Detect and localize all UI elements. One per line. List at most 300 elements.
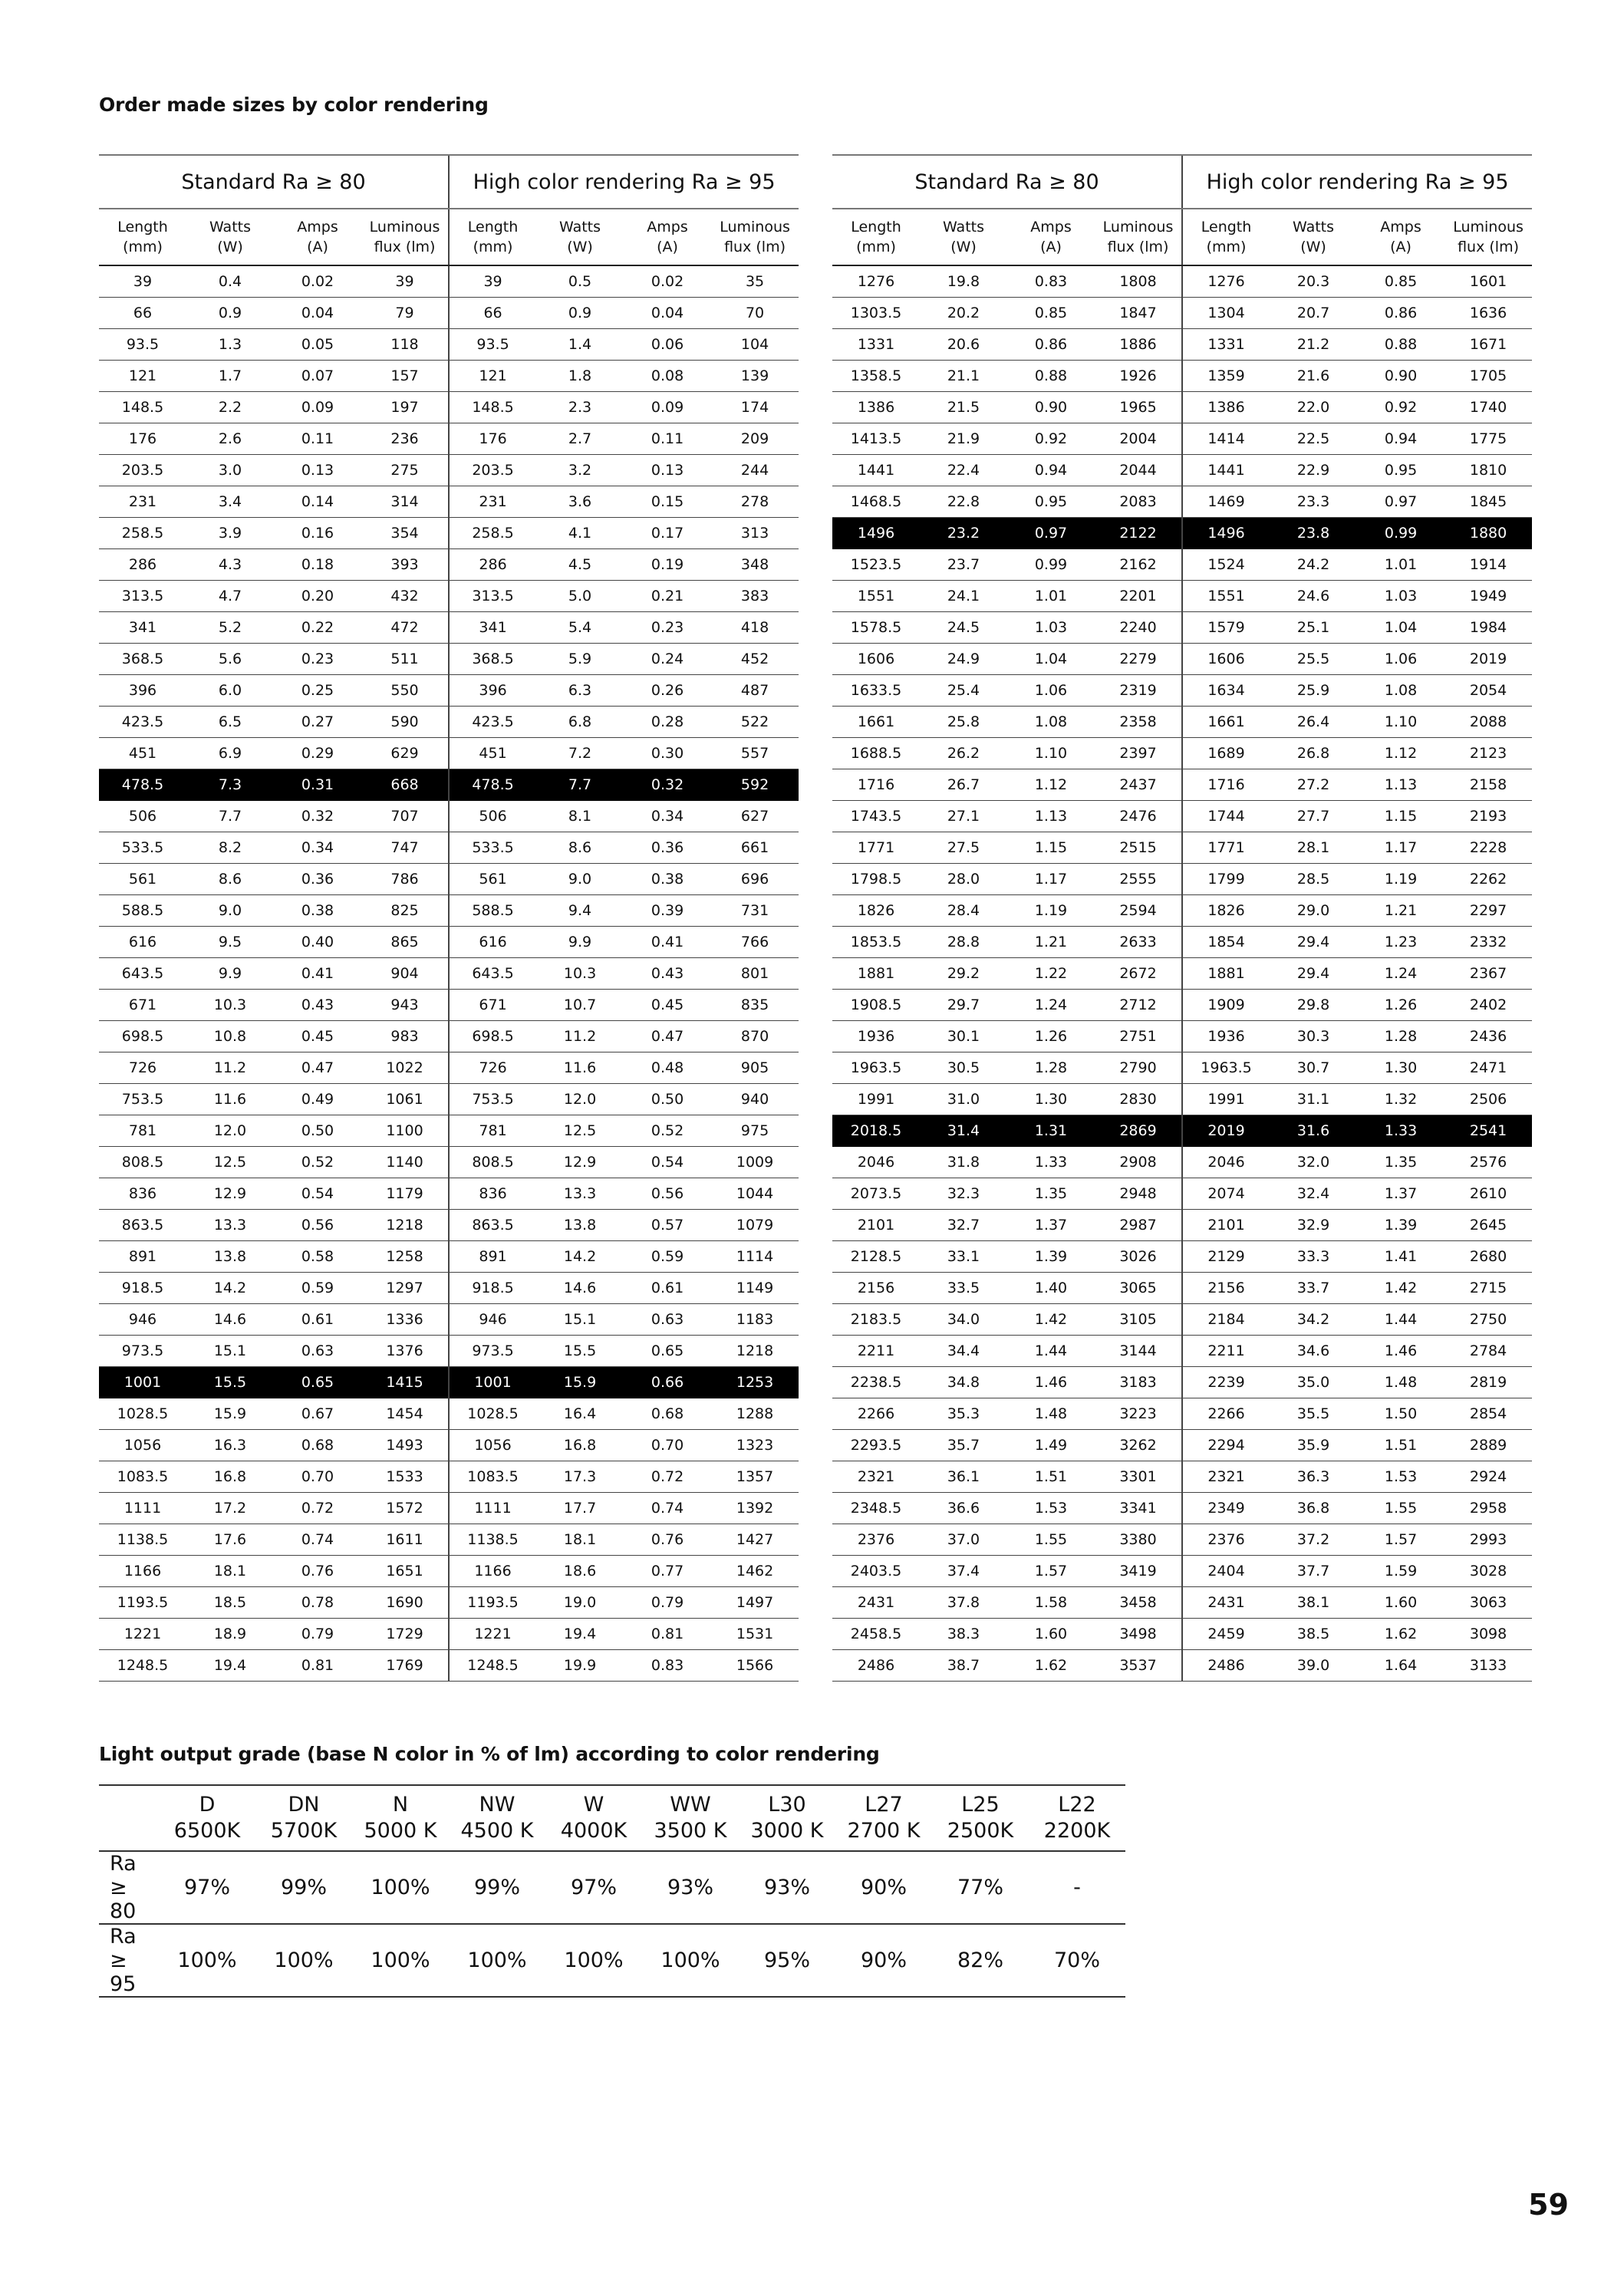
table-cell: 1.51 (1007, 1461, 1095, 1493)
table-row (832, 1241, 1532, 1273)
table-cell: 0.86 (1357, 298, 1444, 329)
table-cell: 1.48 (1007, 1398, 1095, 1430)
table-cell: 0.04 (274, 298, 361, 329)
column-header-unit: (mm) (123, 239, 163, 255)
grade-row (99, 1851, 1125, 1924)
color-code: NW (479, 1793, 516, 1817)
table-row (99, 1084, 799, 1115)
table-cell: 368.5 (99, 644, 186, 675)
table-cell: 0.02 (624, 265, 711, 298)
table-cell: 0.23 (624, 612, 711, 644)
table-cell: 23.7 (920, 549, 1007, 581)
table-cell: 1881 (1182, 958, 1270, 990)
table-cell: 32.3 (920, 1178, 1007, 1210)
table-cell: 16.8 (536, 1430, 624, 1461)
table-cell: 3183 (1095, 1367, 1182, 1398)
table-cell: 3063 (1444, 1587, 1532, 1619)
table-cell: 973.5 (99, 1336, 186, 1367)
column-header-name: Length (851, 219, 901, 236)
table-cell: 1248.5 (449, 1650, 536, 1682)
table-cell: 1166 (449, 1556, 536, 1587)
table-cell: 5.6 (186, 644, 274, 675)
table-cell: 31.0 (920, 1084, 1007, 1115)
column-header-unit: flux (lm) (724, 239, 786, 255)
table-cell: 16.3 (186, 1430, 274, 1461)
table-row (99, 1619, 799, 1650)
table-cell: 38.3 (920, 1619, 1007, 1650)
table-cell: 11.2 (186, 1052, 274, 1084)
table-cell: 313.5 (99, 581, 186, 612)
column-header-unit: flux (lm) (1107, 239, 1169, 255)
column-header (274, 209, 361, 265)
table-cell: 1533 (361, 1461, 449, 1493)
table-cell: 2046 (832, 1147, 920, 1178)
table-cell: 31.4 (920, 1115, 1007, 1147)
column-header-name: Length (117, 219, 168, 236)
table-cell: 2958 (1444, 1493, 1532, 1524)
grade-column-header (449, 1785, 545, 1851)
table-cell: 9.4 (536, 895, 624, 927)
column-header (449, 209, 536, 265)
table-row (99, 895, 799, 927)
table-cell: 66 (449, 298, 536, 329)
table-cell: 0.24 (624, 644, 711, 675)
table-cell: 121 (99, 361, 186, 392)
table-cell: 2790 (1095, 1052, 1182, 1084)
column-header-unit: (mm) (473, 239, 513, 255)
group-header-high-cri: High color rendering Ra ≥ 95 (1182, 155, 1532, 209)
table-cell: 1.15 (1007, 832, 1095, 864)
table-cell: 726 (449, 1052, 536, 1084)
table-cell: 12.9 (186, 1178, 274, 1210)
table-cell: 1022 (361, 1052, 449, 1084)
table-row (99, 581, 799, 612)
table-row (832, 486, 1532, 518)
table-cell: 0.79 (624, 1587, 711, 1619)
table-cell: 3301 (1095, 1461, 1182, 1493)
table-cell: 0.66 (624, 1367, 711, 1398)
table-cell: 26.8 (1270, 738, 1357, 769)
table-cell: 1497 (711, 1587, 799, 1619)
table-cell: 27.1 (920, 801, 1007, 832)
table-row (832, 1367, 1532, 1398)
table-cell: 1963.5 (832, 1052, 920, 1084)
table-cell: 2004 (1095, 423, 1182, 455)
table-cell: 1083.5 (449, 1461, 536, 1493)
table-cell: 29.2 (920, 958, 1007, 990)
table-cell: 18.5 (186, 1587, 274, 1619)
table-cell: 423.5 (99, 707, 186, 738)
color-temperature: 3500 K (654, 1819, 727, 1843)
table-cell: 0.36 (274, 864, 361, 895)
table-cell: 0.41 (624, 927, 711, 958)
table-cell: 24.1 (920, 581, 1007, 612)
table-cell: 10.7 (536, 990, 624, 1021)
table-cell: 12.9 (536, 1147, 624, 1178)
table-cell: 36.1 (920, 1461, 1007, 1493)
grade-corner-cell (99, 1785, 159, 1851)
table-cell: 0.88 (1007, 361, 1095, 392)
table-cell: 0.48 (624, 1052, 711, 1084)
table-cell: 8.1 (536, 801, 624, 832)
table-cell: 2101 (832, 1210, 920, 1241)
table-cell: 1601 (1444, 265, 1532, 298)
table-row (99, 644, 799, 675)
table-cell: 20.3 (1270, 265, 1357, 298)
table-row (832, 1524, 1532, 1556)
table-cell: 2293.5 (832, 1430, 920, 1461)
table-cell: 2751 (1095, 1021, 1182, 1052)
table-cell: 2239 (1182, 1367, 1270, 1398)
table-cell: 2610 (1444, 1178, 1532, 1210)
table-cell: 35 (711, 265, 799, 298)
column-header (624, 209, 711, 265)
table-cell: 0.30 (624, 738, 711, 769)
table-cell: 1.08 (1357, 675, 1444, 707)
table-cell: 0.65 (624, 1336, 711, 1367)
table-row (832, 455, 1532, 486)
table-cell: 3.6 (536, 486, 624, 518)
table-cell: 1140 (361, 1147, 449, 1178)
table-row (832, 832, 1532, 864)
table-cell: 11.6 (536, 1052, 624, 1084)
column-header-unit: (A) (1040, 239, 1062, 255)
table-cell: 1496 (1182, 518, 1270, 549)
table-cell: 2238.5 (832, 1367, 920, 1398)
table-cell: 1454 (361, 1398, 449, 1430)
table-cell: 1218 (361, 1210, 449, 1241)
table-cell: 0.54 (274, 1178, 361, 1210)
table-cell: 2924 (1444, 1461, 1532, 1493)
table-cell: 35.9 (1270, 1430, 1357, 1461)
table-cell: 12.0 (536, 1084, 624, 1115)
column-header-name: Watts (1293, 219, 1335, 236)
table-cell: 1258 (361, 1241, 449, 1273)
table-cell: 698.5 (449, 1021, 536, 1052)
table-cell: 2019 (1182, 1115, 1270, 1147)
table-cell: 1.42 (1007, 1304, 1095, 1336)
grade-cell: 99% (449, 1851, 545, 1924)
column-header-unit: (W) (217, 239, 243, 255)
table-cell: 1.62 (1007, 1650, 1095, 1682)
table-cell: 1193.5 (449, 1587, 536, 1619)
table-cell: 1.04 (1007, 644, 1095, 675)
table-cell: 1523.5 (832, 549, 920, 581)
table-cell: 29.0 (1270, 895, 1357, 927)
table-cell: 35.7 (920, 1430, 1007, 1461)
table-row (99, 549, 799, 581)
table-cell: 1248.5 (99, 1650, 186, 1682)
table-cell: 38.5 (1270, 1619, 1357, 1650)
grade-cell: 95% (739, 1924, 835, 1997)
table-row (832, 361, 1532, 392)
table-cell: 1886 (1095, 329, 1182, 361)
table-row (832, 1650, 1532, 1682)
table-cell: 1991 (1182, 1084, 1270, 1115)
table-cell: 3537 (1095, 1650, 1182, 1682)
table-row (832, 958, 1532, 990)
table-cell: 1572 (361, 1493, 449, 1524)
table-cell: 1.24 (1007, 990, 1095, 1021)
table-cell: 2122 (1095, 518, 1182, 549)
table-cell: 1304 (1182, 298, 1270, 329)
table-cell: 7.3 (186, 769, 274, 801)
table-cell: 0.32 (274, 801, 361, 832)
table-cell: 588.5 (99, 895, 186, 927)
table-row (99, 1115, 799, 1147)
table-cell: 8.6 (536, 832, 624, 864)
table-cell: 2948 (1095, 1178, 1182, 1210)
table-cell: 0.57 (624, 1210, 711, 1241)
table-cell: 1.39 (1357, 1210, 1444, 1241)
table-cell: 28.1 (1270, 832, 1357, 864)
table-cell: 21.9 (920, 423, 1007, 455)
table-cell: 1799 (1182, 864, 1270, 895)
table-cell: 1.26 (1007, 1021, 1095, 1052)
table-cell: 0.86 (1007, 329, 1095, 361)
table-cell: 1.32 (1357, 1084, 1444, 1115)
table-cell: 1221 (449, 1619, 536, 1650)
table-cell: 1253 (711, 1367, 799, 1398)
table-cell: 236 (361, 423, 449, 455)
table-row (99, 1273, 799, 1304)
table-cell: 0.9 (186, 298, 274, 329)
column-header-unit: (mm) (856, 239, 896, 255)
table-cell: 0.61 (624, 1273, 711, 1304)
table-row (99, 1304, 799, 1336)
table-cell: 2402 (1444, 990, 1532, 1021)
group-header-high-cri: High color rendering Ra ≥ 95 (449, 155, 799, 209)
table-cell: 0.09 (624, 392, 711, 423)
table-cell: 0.63 (624, 1304, 711, 1336)
table-cell: 37.2 (1270, 1524, 1357, 1556)
table-cell: 1100 (361, 1115, 449, 1147)
table-cell: 1.39 (1007, 1241, 1095, 1273)
column-header-unit: (mm) (1206, 239, 1247, 255)
table-row (832, 1336, 1532, 1367)
table-cell: 26.2 (920, 738, 1007, 769)
color-code: W (583, 1793, 604, 1817)
table-cell: 0.11 (274, 423, 361, 455)
table-cell: 668 (361, 769, 449, 801)
grade-column-header (159, 1785, 255, 1851)
table-cell: 643.5 (99, 958, 186, 990)
table-cell: 1193.5 (99, 1587, 186, 1619)
table-row (832, 298, 1532, 329)
grade-cell: 90% (835, 1924, 932, 1997)
column-header (361, 209, 449, 265)
column-header (711, 209, 799, 265)
table-cell: 104 (711, 329, 799, 361)
column-header (1007, 209, 1095, 265)
table-cell: 6.8 (536, 707, 624, 738)
table-cell: 286 (449, 549, 536, 581)
table-cell: 836 (449, 1178, 536, 1210)
column-header-name: Length (1201, 219, 1252, 236)
table-cell: 14.2 (536, 1241, 624, 1273)
table-cell: 8.6 (186, 864, 274, 895)
column-header-name: Amps (297, 219, 338, 236)
table-cell: 1.24 (1357, 958, 1444, 990)
table-cell: 1111 (449, 1493, 536, 1524)
table-cell: 22.9 (1270, 455, 1357, 486)
table-cell: 891 (99, 1241, 186, 1273)
table-cell: 1009 (711, 1147, 799, 1178)
table-cell: 20.6 (920, 329, 1007, 361)
table-cell: 13.8 (186, 1241, 274, 1273)
table-cell: 0.52 (624, 1115, 711, 1147)
table-cell: 1493 (361, 1430, 449, 1461)
table-cell: 905 (711, 1052, 799, 1084)
table-cell: 1729 (361, 1619, 449, 1650)
sizes-table-right (832, 154, 1532, 1682)
column-header-name: Amps (1030, 219, 1072, 236)
table-cell: 2993 (1444, 1524, 1532, 1556)
table-cell: 487 (711, 675, 799, 707)
column-header (1095, 209, 1182, 265)
table-cell: 1468.5 (832, 486, 920, 518)
table-cell: 2.6 (186, 423, 274, 455)
table-cell: 0.95 (1007, 486, 1095, 518)
table-cell: 1.41 (1357, 1241, 1444, 1273)
table-cell: 1.21 (1357, 895, 1444, 927)
table-cell: 1881 (832, 958, 920, 990)
table-cell: 37.0 (920, 1524, 1007, 1556)
table-cell: 1138.5 (449, 1524, 536, 1556)
table-cell: 1056 (99, 1430, 186, 1461)
table-cell: 3.4 (186, 486, 274, 518)
table-cell: 629 (361, 738, 449, 769)
sizes-heading: Order made sizes by color rendering (99, 94, 489, 116)
table-row (832, 549, 1532, 581)
table-cell: 34.2 (1270, 1304, 1357, 1336)
table-cell: 0.58 (274, 1241, 361, 1273)
table-row (99, 298, 799, 329)
table-cell: 2018.5 (832, 1115, 920, 1147)
table-cell: 808.5 (99, 1147, 186, 1178)
table-cell: 29.4 (1270, 927, 1357, 958)
grade-cell: 100% (352, 1851, 449, 1924)
table-cell: 1690 (361, 1587, 449, 1619)
grade-column-header (739, 1785, 835, 1851)
table-cell: 1.42 (1357, 1273, 1444, 1304)
table-cell: 616 (449, 927, 536, 958)
table-cell: 1218 (711, 1336, 799, 1367)
grade-cell: 82% (932, 1924, 1029, 1997)
table-cell: 1496 (832, 518, 920, 549)
table-cell: 0.50 (624, 1084, 711, 1115)
grade-column-header (835, 1785, 932, 1851)
table-cell: 4.5 (536, 549, 624, 581)
table-cell: 0.38 (274, 895, 361, 927)
color-temperature: 3000 K (750, 1819, 824, 1843)
table-cell: 1.17 (1357, 832, 1444, 864)
table-cell: 2156 (832, 1273, 920, 1304)
light-output-grade-table (99, 1784, 1125, 1998)
table-cell: 1611 (361, 1524, 449, 1556)
table-row (832, 518, 1532, 549)
table-cell: 891 (449, 1241, 536, 1273)
column-header (536, 209, 624, 265)
table-cell: 747 (361, 832, 449, 864)
table-cell: 1.12 (1007, 769, 1095, 801)
table-cell: 17.2 (186, 1493, 274, 1524)
table-cell: 3262 (1095, 1430, 1182, 1461)
table-cell: 1.28 (1357, 1021, 1444, 1052)
table-cell: 148.5 (449, 392, 536, 423)
table-cell: 1798.5 (832, 864, 920, 895)
table-cell: 1661 (832, 707, 920, 738)
table-cell: 1524 (1182, 549, 1270, 581)
table-cell: 1.7 (186, 361, 274, 392)
table-cell: 25.5 (1270, 644, 1357, 675)
table-cell: 4.7 (186, 581, 274, 612)
table-cell: 1716 (1182, 769, 1270, 801)
table-cell: 2431 (1182, 1587, 1270, 1619)
table-cell: 157 (361, 361, 449, 392)
table-cell: 2541 (1444, 1115, 1532, 1147)
table-cell: 0.17 (624, 518, 711, 549)
table-cell: 1386 (1182, 392, 1270, 423)
column-header-unit: flux (lm) (374, 239, 436, 255)
table-cell: 1551 (832, 581, 920, 612)
table-cell: 5.0 (536, 581, 624, 612)
table-cell: 2228 (1444, 832, 1532, 864)
table-cell: 31.8 (920, 1147, 1007, 1178)
table-cell: 24.5 (920, 612, 1007, 644)
table-row (832, 864, 1532, 895)
grade-cell: 93% (642, 1851, 739, 1924)
table-cell: 2128.5 (832, 1241, 920, 1273)
table-cell: 1.51 (1357, 1430, 1444, 1461)
table-row (99, 423, 799, 455)
table-row (99, 832, 799, 864)
table-cell: 27.7 (1270, 801, 1357, 832)
table-cell: 0.52 (274, 1147, 361, 1178)
table-cell: 0.13 (624, 455, 711, 486)
table-cell: 30.3 (1270, 1021, 1357, 1052)
table-cell: 1276 (832, 265, 920, 298)
table-cell: 1.17 (1007, 864, 1095, 895)
table-cell: 1.57 (1007, 1556, 1095, 1587)
table-cell: 1.46 (1007, 1367, 1095, 1398)
grade-column-header (1029, 1785, 1125, 1851)
table-row (99, 329, 799, 361)
table-row (99, 1556, 799, 1587)
table-cell: 23.8 (1270, 518, 1357, 549)
table-cell: 781 (99, 1115, 186, 1147)
table-cell: 1769 (361, 1650, 449, 1682)
color-code: L30 (768, 1793, 806, 1817)
color-code: N (392, 1793, 409, 1817)
table-cell: 7.2 (536, 738, 624, 769)
table-row (832, 1398, 1532, 1430)
table-cell: 197 (361, 392, 449, 423)
table-row (832, 1084, 1532, 1115)
table-cell: 35.0 (1270, 1367, 1357, 1398)
table-cell: 0.63 (274, 1336, 361, 1367)
table-cell: 1771 (1182, 832, 1270, 864)
table-cell: 39 (99, 265, 186, 298)
table-cell: 973.5 (449, 1336, 536, 1367)
color-temperature: 2500K (947, 1819, 1014, 1843)
table-cell: 1.06 (1357, 644, 1444, 675)
table-cell: 0.25 (274, 675, 361, 707)
table-cell: 2054 (1444, 675, 1532, 707)
table-cell: 506 (449, 801, 536, 832)
table-cell: 0.67 (274, 1398, 361, 1430)
table-cell: 0.94 (1357, 423, 1444, 455)
